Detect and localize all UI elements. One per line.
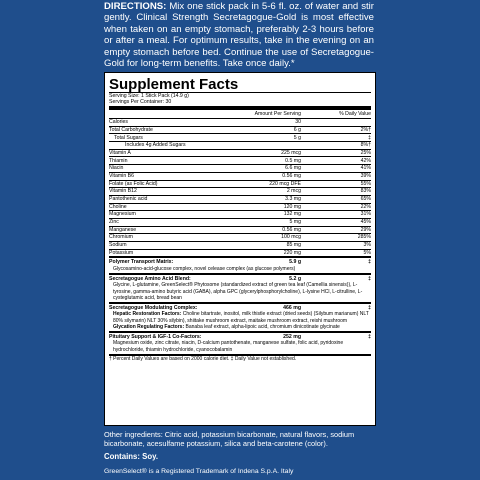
nutrient-dv: 8%† — [360, 142, 371, 149]
nutrient-row — [109, 195, 371, 203]
blend-name: Polymer Transport Matrix: — [109, 259, 174, 266]
blend-name: Secretagogue Modulating Complex: — [109, 305, 198, 311]
blend-name: Pituitary Support & IGF-1 Co-Factors: — [109, 334, 202, 341]
blend-pituitary-support — [109, 331, 371, 354]
nutrient-amount: 220 mg — [283, 249, 301, 256]
nutrient-name: Manganese — [109, 226, 137, 233]
nutrient-name: Sodium — [109, 242, 127, 249]
blend-desc: Glycosamino-acid-glucose complex, novel celease complex (as glucose polymers) — [113, 265, 296, 272]
trademark-notice: GreenSelect® is a Registered Trademark of Indena S.p.A. Italy — [104, 468, 294, 475]
nutrient-amount: 100 mcg — [281, 234, 301, 241]
nutrient-dv: 285% — [357, 234, 371, 241]
nutrient-amount: 0.56 mg — [282, 172, 301, 179]
servings-per-container: Servings Per Container: 30 — [109, 99, 172, 105]
blend-desc: Glycine, L-glutamine, GreenSelect® Phytosome (standardized extract of green tea leaf (Camellia sinensis)), L-tyrosine, gamma-amino butyric acid (GABA), alpha GPC (glycerylphosphorylcholine), L-lysine HCl, L-citrulline, L-cysteglutamic acid, bread bean — [113, 282, 363, 301]
nutrient-dv: 83% — [360, 188, 371, 195]
nutrient-dv: 29% — [360, 226, 371, 233]
nutrient-amount: 30 — [295, 119, 301, 126]
nutrient-name: Vitamin B6 — [109, 172, 134, 179]
nutrient-name: Magnesium — [109, 211, 136, 218]
nutrient-name: Choline — [109, 203, 127, 210]
nutrient-row — [109, 187, 371, 195]
blend-dv: ‡ — [368, 305, 371, 311]
nutrient-amount: 0.5 mg — [285, 157, 301, 164]
facts-title: Supplement Facts — [109, 76, 239, 93]
nutrient-amount: 6 g — [293, 126, 301, 133]
sub-blend-label: Hepatic Restoration Factors: — [113, 311, 182, 318]
nutrient-name: Potassium — [109, 249, 134, 256]
nutrient-amount: 6.6 mg — [285, 165, 301, 172]
nutrient-row — [109, 164, 371, 172]
blend-desc: Magnesium oxide, zinc citrate, niacin, D-calcium pantothenate, manganese sulfate, folic acid, pyridoxine hydrochloride, thiamin hydrochloride, cyanocobalamin — [113, 340, 344, 353]
nutrient-dv: 2%† — [360, 126, 371, 133]
nutrient-dv: 22% — [360, 203, 371, 210]
nutrient-name: Niacin — [109, 165, 124, 172]
nutrient-row — [109, 233, 371, 241]
nutrient-row — [109, 218, 371, 226]
blend-dv: ‡ — [368, 275, 371, 282]
blend-desc — [109, 311, 371, 330]
nutrient-name: Total Sugars — [114, 134, 143, 141]
nutrient-amount: 5 g — [293, 134, 301, 141]
nutrient-dv: 42% — [360, 157, 371, 164]
nutrient-amount: 120 mg — [283, 203, 301, 210]
header-dv: % Daily Value — [339, 110, 371, 117]
nutrient-name: Folate (as Folic Acid) — [109, 180, 158, 187]
directions-body: Mix one stick pack in 5-6 fl. oz. of water and stir gently. Clinical Strength Secretagogue-Gold is most effective when taken on an empty stomach, preferably 2-3 hours before or after a meal. For optimum results, take in the evening on an empty stomach before bed. Continue the use of Secretagogue-Gold for long-term benefits. Take once daily.* — [104, 1, 374, 70]
nutrient-amount: 3.3 mg — [285, 196, 301, 203]
blend-amount: 5.9 g — [289, 259, 301, 266]
nutrient-row — [109, 172, 371, 180]
nutrient-dv: 41% — [360, 165, 371, 172]
nutrient-name: Calories — [109, 119, 129, 126]
facts-footnote: † Percent Daily Values are based on 2000 calorie diet. ‡ Daily Value not established. — [109, 354, 371, 363]
nutrient-row — [109, 210, 371, 218]
nutrient-amount: 225 mcg — [281, 149, 301, 156]
nutrient-row — [109, 126, 371, 134]
nutrient-dv: 25% — [360, 149, 371, 156]
allergen-statement: Contains: Soy. — [104, 452, 159, 461]
nutrient-row — [109, 226, 371, 234]
other-ingredients: Other ingredients: Citric acid, potassium bicarbonate, natural flavors, sodium bicarbonate, acesulfame potassium, silica and beta-carotene (color). — [104, 430, 355, 449]
sub-blend-text: Choline bitartrate, inositol, milk thistle extract (dried seeds) (Silybum marianum) NLT 80% silymarin) NLT 30% silybin), shiitake mushroom extract, maitake mushroom extract, reishi mushroom — [113, 311, 369, 324]
nutrient-name: Chromium — [109, 234, 133, 241]
nutrient-name: Vitamin B12 — [109, 188, 137, 195]
nutrient-dv: 65% — [360, 196, 371, 203]
nutrient-dv: ‡ — [368, 134, 371, 141]
directions-text — [104, 1, 374, 69]
nutrient-row — [109, 141, 371, 149]
nutrient-name: Pantothenic acid — [109, 196, 148, 203]
nutrient-name: Thiamin — [109, 157, 128, 164]
facts-header-row — [109, 110, 371, 118]
directions-label: DIRECTIONS: — [104, 1, 167, 12]
nutrient-dv: 55% — [360, 180, 371, 187]
nutrient-row — [109, 203, 371, 211]
header-amount: Amount Per Serving — [254, 110, 301, 117]
blend-amount: 466 mg — [283, 305, 301, 311]
blend-amount: 252 mg — [283, 334, 301, 341]
blend-name: Secretagogue Amino Acid Blend: — [109, 275, 191, 282]
nutrient-amount: 0.56 mg — [282, 226, 301, 233]
nutrient-row — [109, 156, 371, 164]
nutrient-name: Includes 4g Added Sugars — [125, 142, 186, 149]
nutrient-row — [109, 118, 371, 126]
nutrient-dv: 3% — [363, 242, 371, 249]
blend-dv: ‡ — [368, 259, 371, 266]
serving-size: Serving Size: 1 Stick Pack (14.9 g) — [109, 93, 189, 99]
nutrient-row — [109, 249, 371, 257]
nutrient-row — [109, 133, 371, 141]
nutrient-amount: 85 mg — [286, 242, 301, 249]
nutrient-dv: 5% — [363, 249, 371, 256]
nutrient-name: Total Carbohydrate — [109, 126, 153, 133]
nutrient-dv: 39% — [360, 172, 371, 179]
nutrient-row — [109, 241, 371, 249]
nutrient-amount: 5 mg — [289, 219, 301, 226]
nutrient-dv: 45% — [360, 219, 371, 226]
blend-amount: 5.2 g — [289, 275, 301, 282]
blend-dv: ‡ — [368, 334, 371, 341]
nutrient-rows — [109, 118, 371, 256]
blend-polymer-transport — [109, 256, 371, 273]
blend-amino-acid — [109, 273, 371, 302]
nutrient-amount: 132 mg — [283, 211, 301, 218]
supplement-facts-panel — [104, 72, 376, 426]
nutrient-dv: 31% — [360, 211, 371, 218]
nutrient-name: Zinc — [109, 219, 119, 226]
nutrient-name: Vitamin A — [109, 149, 131, 156]
sub-blend-label: Glycation Regulating Factors: — [113, 323, 185, 330]
nutrient-row — [109, 180, 371, 188]
sub-blend-text: Banaba leaf extract, alpha-lipoic acid, chromium dinicotinate glycinate — [185, 323, 340, 330]
nutrient-amount: 2 mcg — [286, 188, 301, 195]
blend-modulating-complex — [109, 302, 371, 331]
nutrient-row — [109, 149, 371, 157]
nutrient-amount: 220 mcg DFE — [269, 180, 301, 187]
